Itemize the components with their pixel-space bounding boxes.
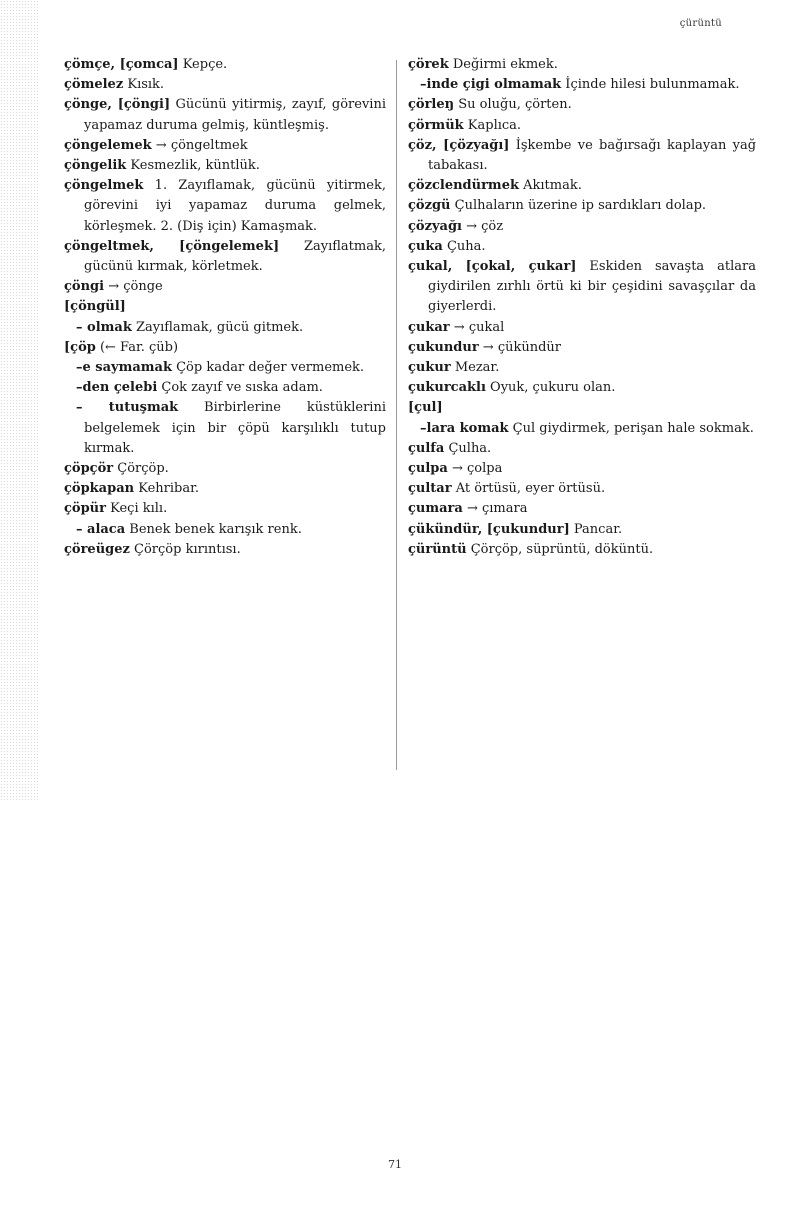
dictionary-entry [408,520,756,540]
headword: –den çelebi [76,380,158,396]
definition: Birbirlerine küstüklerini belgelemek için bir çöpü karşılıklı tutup kırmak. [84,400,386,456]
definition: Kaplıca. [463,117,522,133]
definition: → çükündür [478,339,562,355]
headword: çözclendürmek [408,178,519,194]
headword: [çöngül] [64,299,126,315]
dictionary-subentry [64,358,386,378]
dictionary-entry [408,217,756,237]
dictionary-subentry [408,419,756,439]
definition: Çörçöp, süprüntü, döküntü. [466,541,654,557]
dictionary-entry [64,136,386,156]
dictionary-entry [408,439,756,459]
dictionary-entry [64,277,386,297]
definition: Eskiden savaşta atlara giydirilen zırhlı örtü ki bir çeşidini savaşçılar da giyerlerdi. [428,259,756,315]
dictionary-entry [64,176,386,237]
dictionary-entry [64,156,386,176]
headword: çöpür [64,501,106,517]
dictionary-entry [408,358,756,378]
headword: çukar [408,319,450,335]
dictionary-subentry [64,398,386,459]
headword: çultar [408,481,452,497]
headword: çözgü [408,198,451,214]
definition: Akıtmak. [518,178,582,194]
definition: Keçi kılı. [105,501,168,517]
dictionary-entry [408,196,756,216]
dictionary-entry [64,338,386,358]
headword: çömçe, [çomca] [64,57,179,72]
headword: çukal, [çokal, çukar] [408,259,577,275]
dictionary-entry [408,116,756,136]
headword: çöpçör [64,461,114,477]
definition: Çok zayıf ve sıska adam. [157,380,323,396]
headword: çöngi [64,279,105,295]
dictionary-entry [64,479,386,499]
definition: → çımara [462,501,528,517]
page-number: 71 [388,1158,402,1171]
headword: çörmük [408,117,464,133]
headword: – tutuşmak [76,400,179,416]
dictionary-entry [64,459,386,479]
definition: Pancar. [569,521,623,537]
headword: çözyağı [408,218,462,234]
headword: çumara [408,501,463,517]
headword: çönge, [çöngi] [64,97,171,113]
definition: → çönge [104,279,163,295]
dictionary-subentry [64,318,386,338]
definition: → çukal [449,319,505,335]
dictionary-entry [408,176,756,196]
dictionary-entry [408,55,756,75]
dictionary-entry [64,55,386,75]
headword: çukundur [408,339,479,355]
dictionary-entry [408,136,756,176]
definition: 1. Zayıflamak, gücünü yitirmek, görevini iyi yapamaz duruma gelmek, körleşmek. 2. (Diş için) Kamaşmak. [84,178,386,234]
running-head: çürüntü [679,18,722,29]
definition: Kesmezlik, küntlük. [126,158,260,174]
definition: Değirmi ekmek. [448,57,558,72]
dictionary-entry [408,398,756,418]
headword: –inde çigi olmamak [420,77,562,93]
dictionary-entry [408,378,756,398]
dictionary-subentry [408,75,756,95]
dictionary-subentry [64,378,386,398]
definition: Çuha. [442,238,486,254]
definition: Su oluğu, çörten. [454,97,572,113]
headword: çömelez [64,77,124,93]
dictionary-entry [408,318,756,338]
dictionary-entry [408,499,756,519]
definition: Çulhaların üzerine ip sardıkları dolap. [450,198,707,214]
dictionary-subentry [64,520,386,540]
definition: Oyuk, çukuru olan. [485,380,616,396]
dictionary-entry [64,499,386,519]
headword: çulfa [408,440,445,456]
headword: çükündür, [çukundur] [408,521,570,537]
dictionary-entry [408,95,756,115]
definition: Zayıflamak, gücü gitmek. [131,319,304,335]
dictionary-entry [408,237,756,257]
definition: Kehribar. [134,481,200,497]
dictionary-entry [408,540,756,560]
headword: çöngelik [64,158,127,174]
headword: çukurcaklı [408,380,486,396]
headword: – alaca [76,521,126,537]
headword: –e saymamak [76,360,172,376]
headword: [çöp [64,339,96,355]
headword: çöngelmek [64,178,144,194]
headword: çörleŋ [408,97,455,113]
left-column [64,55,386,560]
headword: çulpa [408,461,448,477]
definition: Kısık. [123,77,165,93]
headword: çöngelemek [64,137,152,153]
headword: [çul] [408,400,443,416]
definition: → çöngeltmek [151,137,248,153]
dictionary-entry [408,338,756,358]
dictionary-entry [64,75,386,95]
definition: Benek benek karışık renk. [125,521,302,537]
headword: – olmak [76,319,132,335]
definition: Çul giydirmek, perişan hale sokmak. [508,420,754,436]
definition: Gücünü yitirmiş, zayıf, görevini yapamaz duruma gelmiş, küntleşmiş. [84,97,386,133]
headword: çöngeltmek, [çöngelemek] [64,238,280,254]
definition: İşkembe ve bağırsağı kaplayan yağ tabakası. [428,137,757,174]
definition: Çörçöp. [113,461,169,477]
dictionary-entry [64,95,386,135]
headword: çürüntü [408,541,467,557]
column-divider [396,60,397,770]
definition: Mezar. [450,360,500,376]
definition: Çörçöp kırıntısı. [129,541,241,557]
definition: → çolpa [447,461,503,477]
dictionary-entry [64,540,386,560]
dictionary-entry [408,257,756,318]
definition: İçinde hilesi bulunmamak. [561,77,740,93]
headword: çukur [408,360,451,376]
definition: Kepçe. [178,57,228,72]
headword: çörek [408,57,449,72]
definition: (← Far. çüb) [95,339,179,355]
headword: çöpkapan [64,481,135,497]
headword: çöreügez [64,541,130,557]
scan-edge-texture [0,0,40,800]
dictionary-entry [408,459,756,479]
dictionary-entry [408,479,756,499]
definition: Zayıflatmak, gücünü kırmak, körletmek. [84,238,386,275]
right-column [408,55,756,560]
dictionary-entry [64,237,386,277]
definition: Çulha. [444,440,492,456]
headword: çuka [408,238,443,254]
dictionary-entry [64,297,386,317]
definition: Çöp kadar değer vermemek. [171,360,365,376]
headword: çöz, [çözyağı] [408,137,510,153]
headword: –lara komak [420,420,509,436]
definition: → çöz [461,218,504,234]
definition: At örtüsü, eyer örtüsü. [451,481,606,497]
